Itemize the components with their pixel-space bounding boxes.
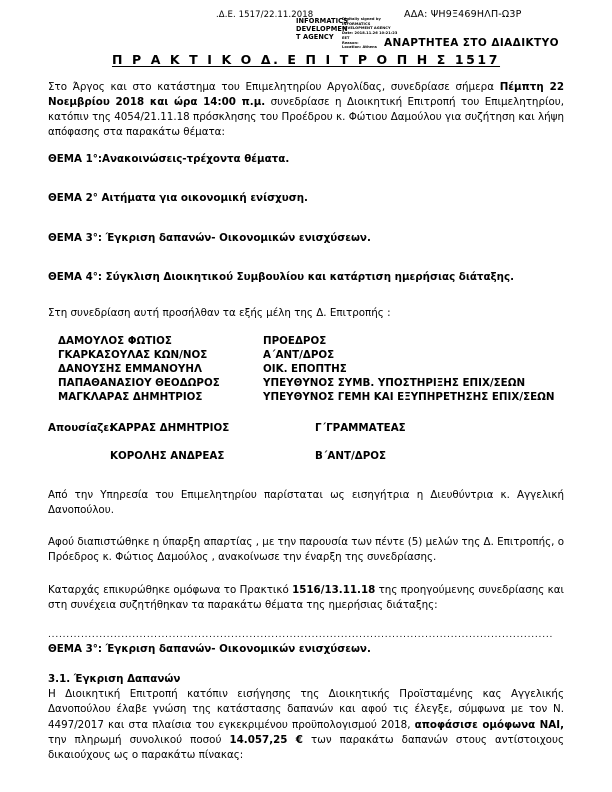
- stamp-detail-org2: DEVELOPMENT AGENCY: [342, 26, 391, 31]
- ratification-part1: Καταρχάς επικυρώθηκε ομόφωνα το Πρακτικό: [48, 584, 293, 597]
- document-body: [48, 80, 564, 763]
- table-row: [48, 422, 564, 434]
- stamp-detail-reason: Reason:: [342, 40, 359, 45]
- member-role: ΟΙΚ. ΕΠΟΠΤΗΣ: [263, 363, 347, 376]
- intro-text-part2: συνεδρίασε η Διοικητική Επιτροπή του Επιμελητηρίου, κατόπιν της 4054/21.11.18 πρόσκλησης του Προέδρου κ. Φώτιου Δαμούλου για συζήτηση και λήψη απόφασης στα παρακάτω θέματα:: [48, 95, 564, 138]
- ratification-part2: της προηγούμενης συνεδρίασης και στη συνέχεια συζητήθηκαν τα παρακάτω θέματα της ημερήσιας διάταξης:: [48, 584, 564, 612]
- agenda-list: [48, 152, 564, 285]
- signature-authority-name: [296, 17, 348, 41]
- agenda-item-1: ΘΕΜΑ 1°:Ανακοινώσεις-τρέχοντα θέματα.: [48, 152, 290, 165]
- document-header: [0, 0, 612, 48]
- absent-member-name: ΚΑΡΡΑΣ ΔΗΜΗΤΡΙΟΣ: [110, 421, 230, 434]
- table-row: [58, 349, 555, 363]
- intro-paragraph: [48, 80, 564, 140]
- ratification-paragraph: [48, 583, 564, 613]
- attendance-intro: Στη συνεδρίαση αυτή προσήλθαν τα εξής μέλη της Δ. Επιτροπής :: [48, 307, 391, 320]
- intro-meeting-datetime: Πέμπτη 22 Νοεμβρίου 2018 και ώρα 14:00 π.μ.: [48, 81, 564, 108]
- stamp-line-development: DEVELOPMEN: [296, 25, 348, 34]
- member-name: ΔΑΜΟΥΛΟΣ ΦΩΤΙΟΣ: [58, 334, 172, 347]
- decision-total-amount: 14.057,25 €: [229, 733, 303, 746]
- absent-label-spacer: [48, 450, 110, 462]
- stamp-detail-signed-by: Digitally signed by: [342, 17, 381, 21]
- intro-text-part1: Στο Άργος και στο κατάστημα του Επιμελητηρίου Αργολίδας, συνεδρίασε σήμερα: [48, 81, 500, 93]
- absent-label: Απουσίαζε:: [48, 421, 114, 434]
- table-row: [58, 391, 555, 405]
- subsection-heading: 3.1. Έγκριση Δαπανών: [48, 673, 181, 686]
- page-title: [0, 52, 612, 67]
- publication-notice: ΑΝΑΡΤΗΤΕΑ ΣΤΟ ΔΙΑΔΙΚΤΥΟ: [384, 37, 559, 49]
- rapporteur-paragraph: Από την Υπηρεσία του Επιμελητηρίου παρίσταται ως εισηγήτρια η Διευθύντρια κ. Αγγελική Δανοπούλου.: [48, 488, 564, 516]
- stamp-line-agency: T AGENCY: [296, 33, 334, 42]
- table-row: [58, 335, 555, 349]
- member-role: Α΄ΑΝΤ/ΔΡΟΣ: [263, 348, 335, 361]
- member-name: ΔΑΝΟΥΣΗΣ ΕΜΜΑΝΟΥΗΛ: [58, 363, 202, 376]
- absent-member-role: Γ΄ΓΡΑΜΜΑΤΕΑΣ: [315, 421, 406, 434]
- ada-reference-number: ΑΔΑ: ΨΗ9Ξ469ΗΛΠ-Ω3Ρ: [404, 9, 522, 20]
- section-separator: ..........................................................................................................................................: [48, 631, 554, 641]
- member-name: ΜΑΓΚΛΑΡΑΣ ΔΗΜΗΤΡΙΟΣ: [58, 391, 203, 404]
- agenda-item-4: ΘΕΜΑ 4°: Σύγκλιση Διοικητικού Συμβουλίου και κατάρτιση ημερήσιας διάταξης.: [48, 270, 514, 283]
- decision-verdict: αποφάσισε ομόφωνα ΝΑΙ,: [414, 718, 564, 731]
- member-name: ΠΑΠΑΘΑΝΑΣΙΟΥ ΘΕΟΔΩΡΟΣ: [58, 377, 220, 390]
- previous-minutes-number: 1516/13.11.18: [292, 584, 376, 597]
- theme3-heading: ΘΕΜΑ 3°: Έγκριση δαπανών- Οικονομικών ενισχύσεων.: [48, 643, 371, 656]
- table-row: [58, 363, 555, 377]
- quorum-paragraph: Αφού διαπιστώθηκε η ύπαρξη απαρτίας , με την παρουσία των πέντε (5) μελών της Δ. Επιτροπής, ο Πρόεδρος κ. Φώτιος Δαμούλος , ανακοίνωσε την έναρξη της συνεδρίασης.: [48, 536, 564, 564]
- stamp-detail-timezone: EET: [342, 35, 350, 40]
- agenda-item-2: ΘΕΜΑ 2° Αιτήματα για οικονομική ενίσχυση.: [48, 192, 308, 205]
- member-name: ΓΚΑΡΚΑΣΟΥΛΑΣ ΚΩΝ/ΝΟΣ: [58, 348, 208, 361]
- member-role: ΥΠΕΥΘΥΝΟΣ ΓΕΜΗ ΚΑΙ ΕΞΥΠΗΡΕΤΗΣΗΣ ΕΠΙΧ/ΣΕΩΝ: [263, 391, 555, 404]
- member-role: ΠΡΟΕΔΡΟΣ: [263, 334, 327, 347]
- decision-paragraph: [48, 687, 564, 763]
- member-role: ΥΠΕΥΘΥΝΟΣ ΣΥΜΒ. ΥΠΟΣΤΗΡΙΞΗΣ ΕΠΙΧ/ΣΕΩΝ: [263, 377, 526, 390]
- absent-member-role: Β΄ΑΝΤ/ΔΡΟΣ: [315, 449, 387, 462]
- stamp-detail-org1: INFORMATICS: [342, 21, 371, 26]
- decision-part3: των παρακάτω δαπανών στους αντίστοιχους δικαιούχους ως ο παρακάτω πίνακας:: [48, 733, 564, 762]
- table-row: [58, 377, 555, 391]
- agenda-item-3: ΘΕΜΑ 3°: Έγκριση δαπανών- Οικονομικών ενισχύσεων.: [48, 231, 371, 244]
- table-row: [48, 450, 564, 462]
- page-title-text: Π Ρ Α Κ Τ Ι Κ Ο Δ. Ε Π Ι Τ Ρ Ο Π Η Σ 1517: [111, 52, 501, 67]
- decision-part1: Η Διοικητική Επιτροπή κατόπιν εισήγησης της Διοικητικής Προϊσταμένης κας Αγγελικής Δανοπούλου έλαβε γνώση της κατάστασης δαπανών και αφού τις έλεγξε, σύμφωνα με τον Ν. 4497/2017 και στα πλαίσια του εγκεκριμένου προϋπολογισμού 2018,: [48, 688, 564, 731]
- proceedings-section: [48, 488, 564, 764]
- stamp-line-informatics: INFORMATICS: [296, 17, 349, 25]
- attendee-table: [58, 335, 555, 406]
- absentee-list: [48, 422, 564, 462]
- decision-part2: την πληρωμή συνολικού ποσού: [48, 733, 230, 746]
- digital-signature-stamp: [296, 17, 396, 49]
- protocol-reference-number: .Δ.Ε. 1517/22.11.2018: [216, 10, 314, 20]
- stamp-detail-location: Location: Athens: [342, 45, 377, 50]
- absent-member-name: ΚΟΡΟΛΗΣ ΑΝΔΡΕΑΣ: [110, 449, 225, 462]
- stamp-detail-date: Date: 2018.11.26 10:21:23: [342, 31, 398, 36]
